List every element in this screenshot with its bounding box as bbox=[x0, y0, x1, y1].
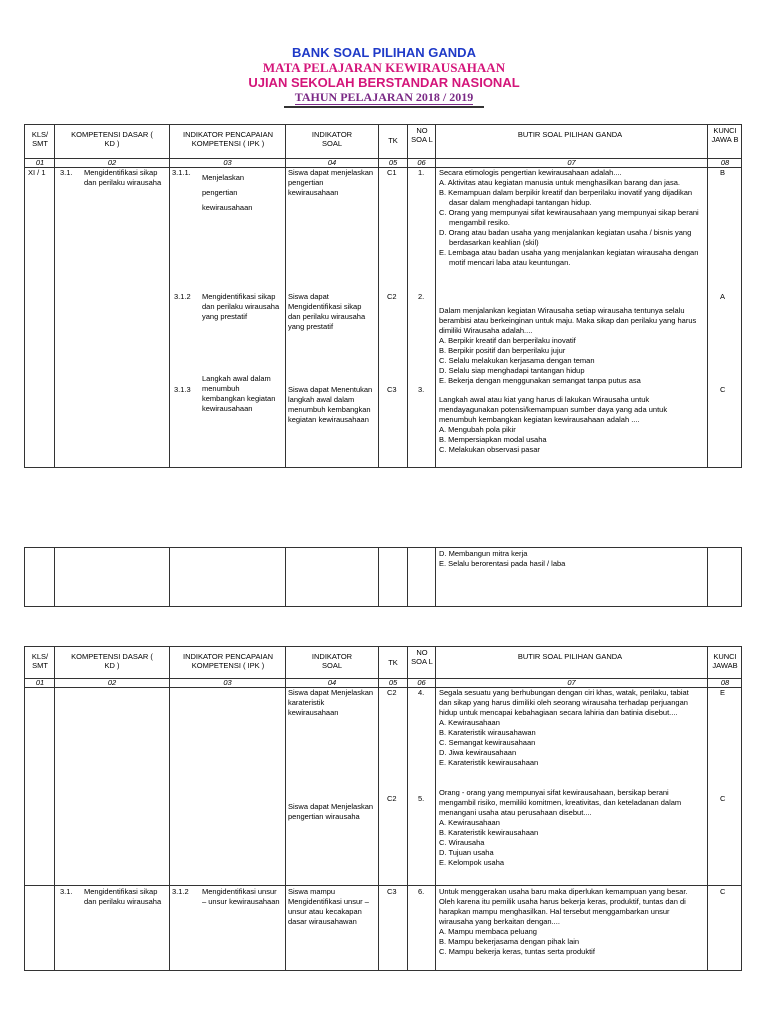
tk-4: C2 bbox=[387, 688, 397, 697]
no-2: 2. bbox=[418, 292, 425, 301]
q3-option-c: C. Melakukan observasi pasar bbox=[439, 445, 540, 454]
no-5: 5. bbox=[418, 794, 425, 803]
question-5 bbox=[439, 788, 703, 868]
question-3-stem: Langkah awal atau kiat yang harus di lakukan Wirausaha untuk mendayagunakan potensi/kemampuan sumber daya yang ada untuk menumbuh kembangkan kegiatan kewirausahaan adalah .... bbox=[439, 395, 668, 424]
q3-option-e: E. Selalu berorentasi pada hasil / laba bbox=[439, 559, 566, 568]
tk-5: C2 bbox=[387, 794, 397, 803]
q4-option-e: E. Karateristik kewirausahaan bbox=[439, 758, 539, 767]
header-tk: TK bbox=[388, 658, 398, 667]
colnum-03: 03 bbox=[223, 158, 232, 167]
key-5: C bbox=[720, 794, 726, 803]
q2-option-d: D. Selalu siap menghadapi tantangan hidup bbox=[439, 366, 585, 375]
header-kunci: KUNCI JAWAB bbox=[712, 652, 738, 670]
question-table-2 bbox=[24, 646, 742, 971]
colnum-05: 05 bbox=[388, 158, 398, 167]
colnum-06: 06 bbox=[417, 158, 426, 167]
colnum-06: 06 bbox=[417, 678, 426, 687]
no-4: 4. bbox=[418, 688, 425, 697]
header-ipk: INDIKATOR PENCAPAIAN KOMPETENSI ( IPK ) bbox=[182, 652, 274, 670]
colnum-08: 08 bbox=[720, 158, 730, 167]
indikator-6: Siswa mampu Mengidentifikasi unsur – unsur atau kecakapan dasar wirausahawan bbox=[288, 887, 369, 926]
question-1-stem: Secara etimologis pengertian kewirausahaan adalah.... bbox=[439, 168, 622, 177]
q6-option-a: A. Mampu membaca peluang bbox=[439, 927, 537, 936]
question-1 bbox=[439, 168, 703, 268]
no-6: 6. bbox=[418, 887, 425, 896]
question-6 bbox=[439, 887, 703, 957]
q2-option-a: A. Berpikir kreatif dan berperilaku inovatif bbox=[439, 336, 576, 345]
question-5-stem: Orang - orang yang mempunyai sifat kewirausahaan, bersikap berani mengambil risiko, memiliki komitmen, kreativitas, dan keteladanan dalam menangani usaha atau perusahaan disebut.... bbox=[439, 788, 682, 817]
title-ujian: UJIAN SEKOLAH BERSTANDAR NASIONAL bbox=[248, 75, 520, 90]
tk-1: C1 bbox=[387, 168, 397, 177]
question-table-1 bbox=[24, 124, 742, 468]
colnum-03: 03 bbox=[223, 678, 232, 687]
colnum-02: 02 bbox=[107, 678, 117, 687]
q6-option-c: C. Mampu bekerja keras, tuntas serta produktif bbox=[439, 947, 595, 956]
header-kls: KLS/ SMT bbox=[31, 130, 49, 148]
q1-option-e: E. Lembaga atau badan usaha yang menjalankan kegiatan wirausaha dengan motif mencari laba atau keuntungan. bbox=[439, 248, 699, 267]
q3-continued-options bbox=[439, 549, 703, 569]
key-3: C bbox=[720, 385, 726, 394]
no-3: 3. bbox=[418, 385, 425, 394]
q1-option-d: D. Orang atau badan usaha yang menjalankan kegiatan usaha / bisnis yang berdasarkan keahlian (skil) bbox=[439, 228, 692, 247]
title-tahun: TAHUN PELAJARAN 2018 / 2019 bbox=[294, 90, 474, 104]
header-indikator: INDIKATOR SOAL bbox=[311, 652, 353, 670]
q2-option-b: B. Berpikir positif dan berperilaku jujur bbox=[439, 346, 566, 355]
question-2 bbox=[439, 306, 703, 386]
key-1: B bbox=[720, 168, 726, 177]
ipk-3-number: 3.1.3 bbox=[174, 385, 191, 394]
q2-option-c: C. Selalu melakukan kerjasama dengan teman bbox=[439, 356, 595, 365]
q3-option-d: D. Membangun mitra kerja bbox=[439, 549, 528, 558]
header-butir: BUTIR SOAL PILIHAN GANDA bbox=[517, 130, 623, 139]
q4-option-a: A. Kewirausahaan bbox=[439, 718, 500, 727]
ipk-1-text: Menjelaskan pengertian kewirausahaan bbox=[202, 173, 253, 212]
colnum-07: 07 bbox=[567, 158, 576, 167]
header-butir: BUTIR SOAL PILIHAN GANDA bbox=[517, 652, 623, 661]
ipk-number: 3.1.2 bbox=[172, 887, 189, 896]
ipk-2-text: Mengidentifikasi sikap dan perilaku wirausaha yang prestatif bbox=[202, 292, 280, 321]
colnum-01: 01 bbox=[35, 678, 45, 687]
q4-option-d: D. Jiwa kewirausahaan bbox=[439, 748, 517, 757]
kd-text: Mengidentifikasi sikap dan perilaku wirausaha bbox=[84, 168, 162, 187]
kd-text: Mengidentifikasi sikap dan perilaku wirausaha bbox=[84, 887, 162, 906]
key-6: C bbox=[720, 887, 726, 896]
indikator-5: Siswa dapat Menjelaskan pengertian wirausaha bbox=[288, 802, 374, 821]
q5-option-d: D. Tujuan usaha bbox=[439, 848, 494, 857]
q4-option-b: B. Karateristik wirausahawan bbox=[439, 728, 536, 737]
header-tk: TK bbox=[388, 136, 398, 145]
title-mata-pelajaran: MATA PELAJARAN KEWIRAUSAHAAN bbox=[262, 60, 506, 75]
key-4: E bbox=[720, 688, 726, 697]
question-4-stem: Segala sesuatu yang berhubungan dengan ciri khas, watak, perilaku, tabiat dan sikap yang harus dimiliki oleh seorang wirausaha terhadap perjuangan hidup untuk mencapai kebahagiaan secara lahiria dan batinia disebut.... bbox=[439, 688, 689, 717]
question-4 bbox=[439, 688, 703, 768]
colnum-04: 04 bbox=[327, 678, 337, 687]
tk-2: C2 bbox=[387, 292, 397, 301]
q5-option-e: E. Kelompok usaha bbox=[439, 858, 505, 867]
tk-6: C3 bbox=[387, 887, 397, 896]
question-2-stem: Dalam menjalankan kegiatan Wirausaha setiap wirausaha tentunya selalu berambisi atau berkeinginan untuk maju. Maka sikap dan perilaku yang harus dimiliki Wirausaha adalah.... bbox=[439, 306, 697, 335]
q5-option-c: C. Wirausaha bbox=[439, 838, 485, 847]
colnum-02: 02 bbox=[107, 158, 117, 167]
q6-option-b: B. Mampu bekerjasama dengan pihak lain bbox=[439, 937, 580, 946]
header-kd: KOMPETENSI DASAR ( KD ) bbox=[71, 130, 153, 148]
header-kls: KLS/ SMT bbox=[31, 652, 49, 670]
colnum-07: 07 bbox=[567, 678, 576, 687]
q3-option-b: B. Mempersiapkan modal usaha bbox=[439, 435, 547, 444]
q2-option-e: E. Bekerja dengan menggunakan semangat tanpa putus asa bbox=[439, 376, 641, 385]
header-kunci: KUNCI JAWA B bbox=[711, 126, 739, 144]
header-kd: KOMPETENSI DASAR ( KD ) bbox=[71, 652, 153, 670]
kls-smt: XI / 1 bbox=[28, 168, 46, 177]
kd-number: 3.1. bbox=[60, 887, 73, 896]
header-no: NO SOA L bbox=[411, 126, 433, 144]
ipk-1-number: 3.1.1. bbox=[172, 168, 191, 177]
indikator-2: Siswa dapat Mengidentifikasi sikap dan perilaku wirausaha yang prestatif bbox=[288, 292, 366, 331]
colnum-05: 05 bbox=[388, 678, 398, 687]
no-1: 1. bbox=[418, 168, 425, 177]
colnum-08: 08 bbox=[720, 678, 730, 687]
header-no: NO SOA L bbox=[411, 648, 433, 666]
header-indikator: INDIKATOR SOAL bbox=[311, 130, 353, 148]
indikator-4: Siswa dapat Menjelaskan karateristik kewirausahaan bbox=[288, 688, 374, 717]
q1-option-c: C. Orang yang mempunyai sifat kewirausahaan yang mempunyai sikap berani mengambil resiko. bbox=[439, 208, 699, 227]
q1-option-a: A. Aktivitas atau kegiatan manusia untuk menghasilkan barang dan jasa. bbox=[439, 178, 680, 187]
header-ipk: INDIKATOR PENCAPAIAN KOMPETENSI ( IPK ) bbox=[182, 130, 274, 148]
key-2: A bbox=[720, 292, 726, 301]
question-3 bbox=[439, 395, 703, 455]
question-table-continuation bbox=[24, 547, 742, 607]
ipk-3-text: Langkah awal dalam menumbuh kembangkan kegiatan kewirausahaan bbox=[202, 374, 276, 413]
colnum-04: 04 bbox=[327, 158, 337, 167]
indikator-1: Siswa dapat menjelaskan pengertian kewirausahaan bbox=[288, 168, 374, 197]
colnum-01: 01 bbox=[35, 158, 45, 167]
q5-option-a: A. Kewirausahaan bbox=[439, 818, 500, 827]
title-bank-soal: BANK SOAL PILIHAN GANDA bbox=[292, 45, 476, 60]
kd-number: 3.1. bbox=[60, 168, 73, 177]
ipk-2-number: 3.1.2 bbox=[174, 292, 191, 301]
title-rule bbox=[284, 106, 484, 108]
indikator-3: Siswa dapat Menentukan langkah awal dalam menumbuh kembangkan kegiatan kewirausahaan bbox=[288, 385, 373, 424]
ipk-text: Mengidentifikasi unsur – unsur kewirausahaan bbox=[202, 887, 280, 906]
q5-option-b: B. Karateristik kewirausahaan bbox=[439, 828, 539, 837]
q3-option-a: A. Mengubah pola pikir bbox=[439, 425, 516, 434]
question-6-stem: Untuk menggerakan usaha baru maka diperlukan kemampuan yang besar. Oleh karena itu pemilik usaha harus bekerja keras, produktif, tuntas dan di harapkan mampu menghasilkan. Hal tersebut menggambarkan unsur wirausaha yang berkaitan dengan.... bbox=[439, 887, 688, 926]
q1-option-b: B. Kemampuan dalam berpikir kreatif dan berperilaku inovatif yang dijadikan dasar dalam menghadapi tantangan hidup. bbox=[439, 188, 693, 207]
q4-option-c: C. Semangat kewirausahaan bbox=[439, 738, 536, 747]
tk-3: C3 bbox=[387, 385, 397, 394]
